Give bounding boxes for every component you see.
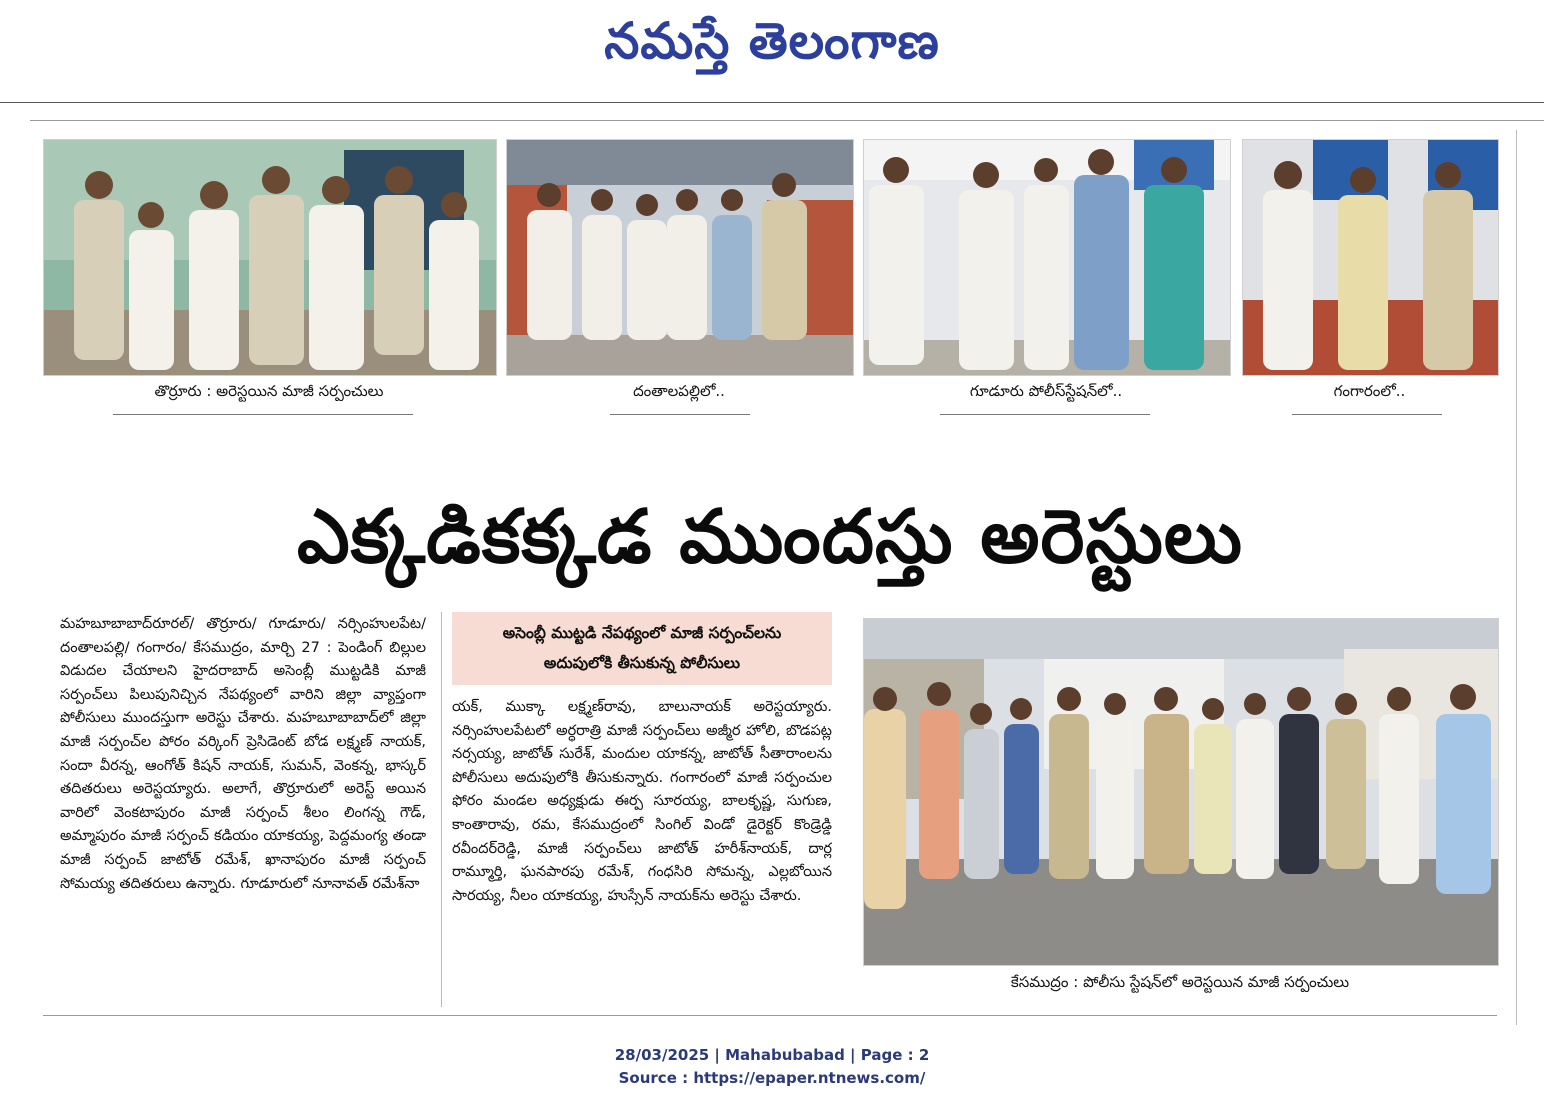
callout-line-1: అసెంబ్లీ ముట్టడి నేపథ్యంలో మాజీ సర్పంచ్‌లను [502, 624, 782, 642]
photo-kesamudram [863, 618, 1499, 966]
footer-source: Source : https://epaper.ntnews.com/ [618, 1069, 926, 1087]
photo-gangaram [1242, 139, 1499, 376]
photo-caption-gangaram: గంగారంలో.. [1333, 382, 1406, 400]
photo-caption-danthalapalli: దంతాలపల్లిలో.. [633, 382, 725, 400]
article-column-2 [452, 696, 832, 1001]
caption-underline [1292, 414, 1442, 415]
callout-line-2: అదుపులోకి తీసుకున్న పోలీసులు [543, 654, 741, 672]
subheadline-callout [452, 612, 832, 685]
headline: ఎక్కడికక్కడ ముందస్తు అరెస్టులు [297, 494, 1243, 580]
article-column-1 [60, 613, 426, 1003]
footer-date-page: 28/03/2025 | Mahabubabad | Page : 2 [614, 1046, 930, 1064]
bottom-divider [43, 1015, 1497, 1016]
caption-underline [940, 414, 1150, 415]
caption-underline [113, 414, 413, 415]
photo-gudur [863, 139, 1231, 376]
photo-thorrur [43, 139, 497, 376]
masthead-divider-thin [30, 120, 1544, 121]
masthead-divider [0, 102, 1544, 103]
article-text-col1: మహబూబాబాద్‌రూరల్‌/ తొర్రూరు/ గూడూరు/ నర్సింహులపేట/ దంతాలపల్లి/ గంగారం/ కేసముద్రం, మార్చి 27 : పెండింగ్ బిల్లుల విడుదల చేయాలని హైదరాబాద్ అసెంబ్లీ ముట్టడికి మాజీ సర్పంచ్‌లు పిలుపునిచ్చిన నేపథ్యంలో వారిని జిల్లా వ్యాప్తంగా పోలీసులు ముందస్తుగా అరెస్టు చేశారు. మహబూబాబాద్‌లో జిల్లా మాజీ సర్పంచ్‌ల పోరం వర్కింగ్ ప్రెసిడెంట్ బోడ లక్ష్మణ్ నాయక్, సందా వీరన్న, ఆంగోత్ కిషన్ నాయక్, సుమన్, వెంకన్న, భాస్కర్ తదితరులు అరెస్టయ్యారు. అలాగే, తొర్రూరులో అరెస్ట్ అయిన వారిలో వెంకటాపురం మాజీ సర్పంచ్ శీలం లింగన్న గౌడ్, అమ్మాపురం మాజీ సర్పంచ్ కడియం యాకయ్య, పెద్దమంగ్య తండా మాజీ సర్పంచ్ జాటోత్ రమేశ్, ఖానాపురం మాజీ సర్పంచ్ సోమయ్య తదితరులు ఉన్నారు. గూడూరులో నూనావత్ రమేశ్‌నా [60, 616, 426, 892]
photo-caption-gudur: గూడూరు పోలీస్‌స్టేషన్‌లో.. [969, 382, 1123, 400]
article-text-col2: యక్, ముక్కా లక్ష్మణ్‌రావు, బాలునాయక్ అరెస్టయ్యారు. నర్సింహులపేటలో అర్ధరాత్రి మాజీ సర్పంచ్‌లు అజ్మీర హోలి, బొడపట్ల నర్సయ్య, జాటోత్ సురేశ్, మందుల యాకన్న, జాటోత్ సీతారాంలను పోలీసులు అదుపులోకి తీసుకున్నారు. గంగారంలో మాజీ సర్పంచుల ఫోరం మండల అధ్యక్షుడు ఈర్ప సూరయ్య, బాలకృష్ణ, సుగుణ, కాంతారావు, రమ, కేసముద్రంలో సింగిల్ విండో డైరెక్టర్ కొండ్రెడ్డి రవీందర్‌రెడ్డి, మాజీ సర్పంచ్‌లు జాటోత్ హరీశ్‌నాయక్, దార్ల రామ్మూర్తి, ఘనపారపు రమేశ్, గంధసిరి సోమన్న, ఎల్లబోయిన సారయ్య, నీలం యాకయ్య, హుస్సేన్ నాయక్‌ను అరెస్టు చేశారు. [452, 699, 832, 904]
caption-underline [610, 414, 750, 415]
newspaper-title: నమస్తే తెలంగాణ [604, 11, 940, 70]
column-divider [441, 612, 442, 1007]
right-margin-rule [1516, 130, 1517, 1025]
photo-danthalapalli [506, 139, 854, 376]
masthead [0, 6, 1544, 76]
photo-caption-kesamudram: కేసముద్రం : పోలీసు స్టేషన్‌లో అరెస్టయిన మాజీ సర్పంచులు [1010, 973, 1350, 991]
photo-caption-thorrur: తొర్రూరు : అరెస్టయిన మాజీ సర్పంచులు [154, 382, 384, 400]
